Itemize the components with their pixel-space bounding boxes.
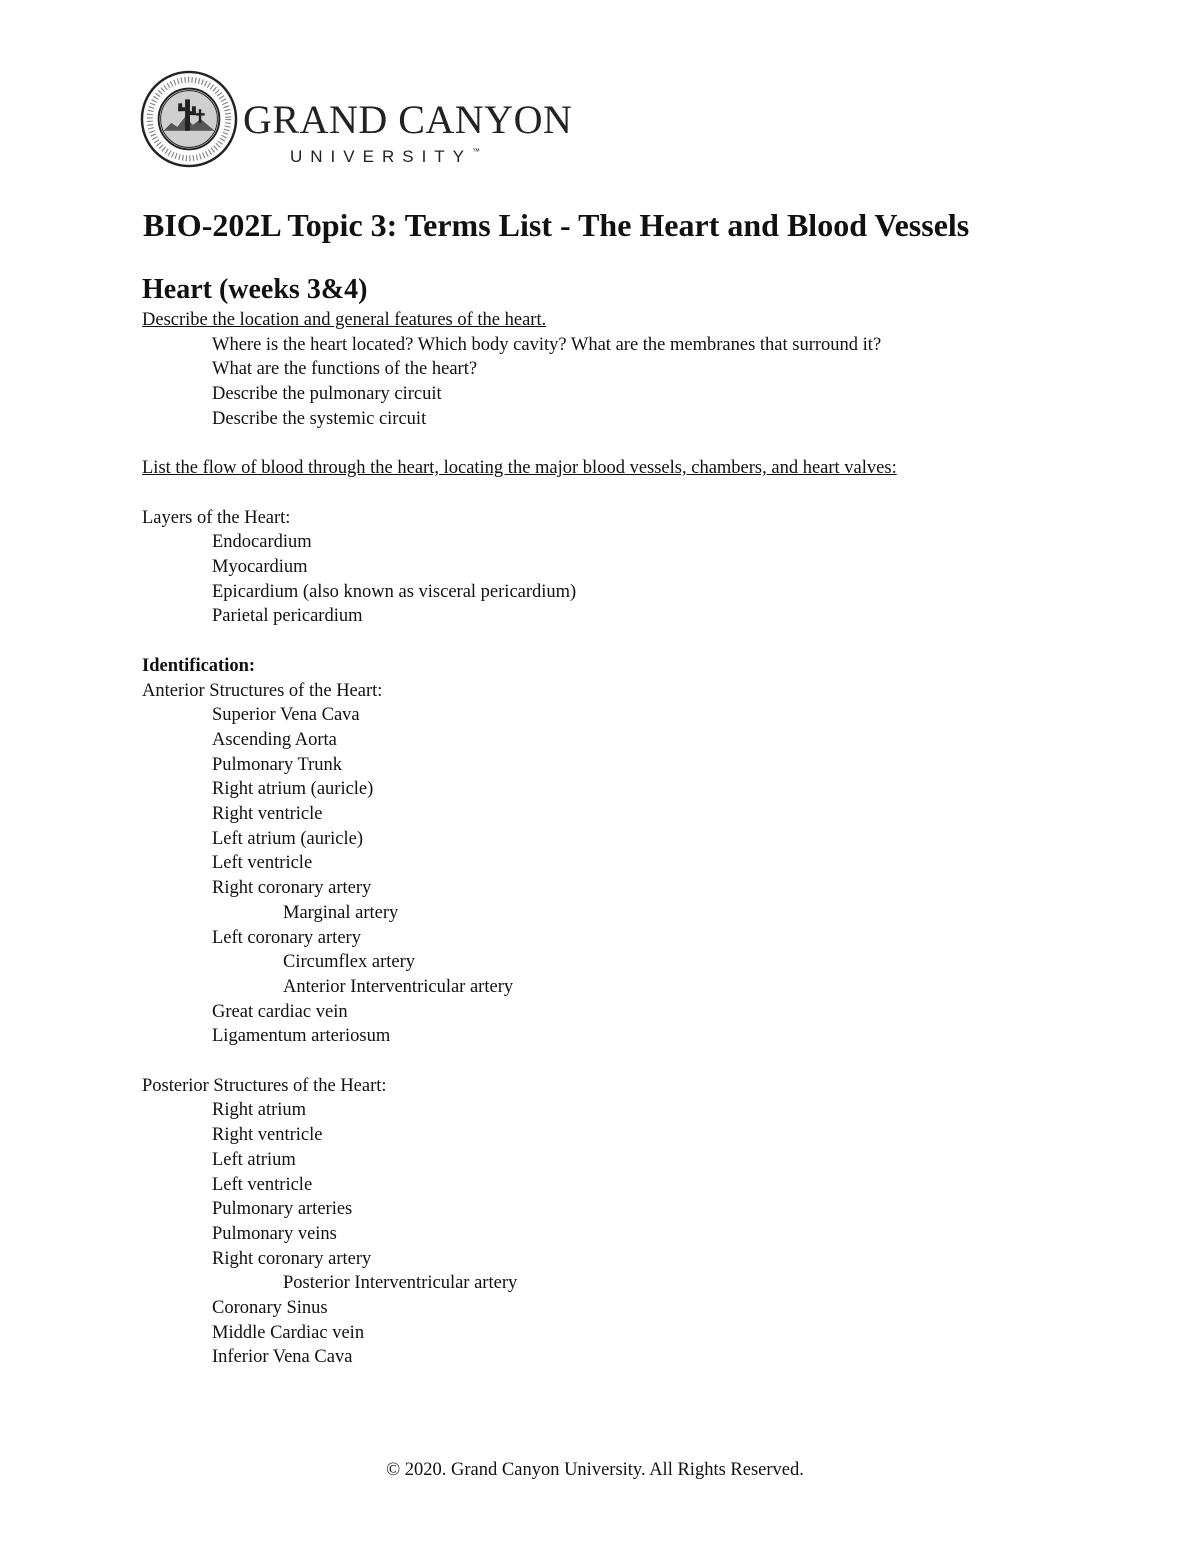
layer-item: Myocardium <box>212 557 308 577</box>
layer-item: Endocardium <box>212 532 312 553</box>
posterior-heading: Posterior Structures of the Heart: <box>142 1075 387 1096</box>
posterior-item: Pulmonary arteries <box>212 1199 353 1220</box>
section-heading: Heart (weeks 3&4) <box>142 274 368 305</box>
university-subtitle: UNIVERSITY™ <box>290 147 481 166</box>
anterior-item: Ascending Aorta <box>212 729 337 750</box>
layer-item: Parietal pericardium <box>212 606 363 627</box>
posterior-item: Pulmonary veins <box>212 1223 337 1244</box>
describe-item: What are the functions of the heart? <box>212 359 478 380</box>
posterior-item: Right atrium <box>212 1100 307 1121</box>
anterior-item: Pulmonary Trunk <box>212 754 343 775</box>
anterior-heading: Anterior Structures of the Heart: <box>142 680 383 701</box>
anterior-subitem: Anterior Interventricular artery <box>283 976 514 997</box>
copyright-footer: © 2020. Grand Canyon University. All Rights Reserved. <box>386 1460 804 1480</box>
posterior-subitem: Posterior Interventricular artery <box>283 1273 518 1294</box>
posterior-item: Left ventricle <box>212 1174 313 1195</box>
describe-item: Describe the pulmonary circuit <box>212 384 442 405</box>
describe-item: Describe the systemic circuit <box>212 408 427 429</box>
anterior-subitem: Marginal artery <box>283 902 399 923</box>
anterior-item: Left coronary artery <box>212 927 361 948</box>
university-name: GRAND CANYON <box>243 97 573 142</box>
anterior-item: Left ventricle <box>212 853 313 874</box>
posterior-item: Right coronary artery <box>212 1248 372 1269</box>
posterior-item: Right ventricle <box>212 1125 323 1146</box>
layers-heading: Layers of the Heart: <box>142 507 291 528</box>
posterior-item: Middle Cardiac vein <box>212 1322 365 1343</box>
layer-item: Epicardium (also known as visceral pericardium) <box>212 581 577 602</box>
anterior-item: Ligamentum arteriosum <box>212 1026 391 1047</box>
posterior-item: Coronary Sinus <box>212 1298 328 1319</box>
describe-item: Where is the heart located? Which body cavity? What are the membranes that surround it? <box>212 334 882 355</box>
posterior-item: Inferior Vena Cava <box>212 1347 353 1368</box>
anterior-item: Left atrium (auricle) <box>212 828 363 849</box>
identification-heading: Identification: <box>142 655 256 676</box>
document-title: BIO-202L Topic 3: Terms List - The Heart and Blood Vessels <box>143 207 970 243</box>
trademark-symbol: ™ <box>472 147 481 156</box>
university-seal-icon <box>140 70 238 168</box>
anterior-item: Right ventricle <box>212 804 323 825</box>
university-logo <box>140 70 580 170</box>
anterior-item: Great cardiac vein <box>212 1001 348 1022</box>
anterior-item: Right coronary artery <box>212 878 372 899</box>
anterior-item: Superior Vena Cava <box>212 705 360 726</box>
posterior-item: Left atrium <box>212 1149 296 1170</box>
anterior-item: Right atrium (auricle) <box>212 779 374 800</box>
anterior-subitem: Circumflex artery <box>283 952 416 973</box>
document-body <box>142 308 1142 1370</box>
flow-heading: List the flow of blood through the heart, locating the major blood vessels, chambers, and heart valves: <box>142 458 897 479</box>
describe-heading: Describe the location and general features of the heart. <box>142 310 547 330</box>
